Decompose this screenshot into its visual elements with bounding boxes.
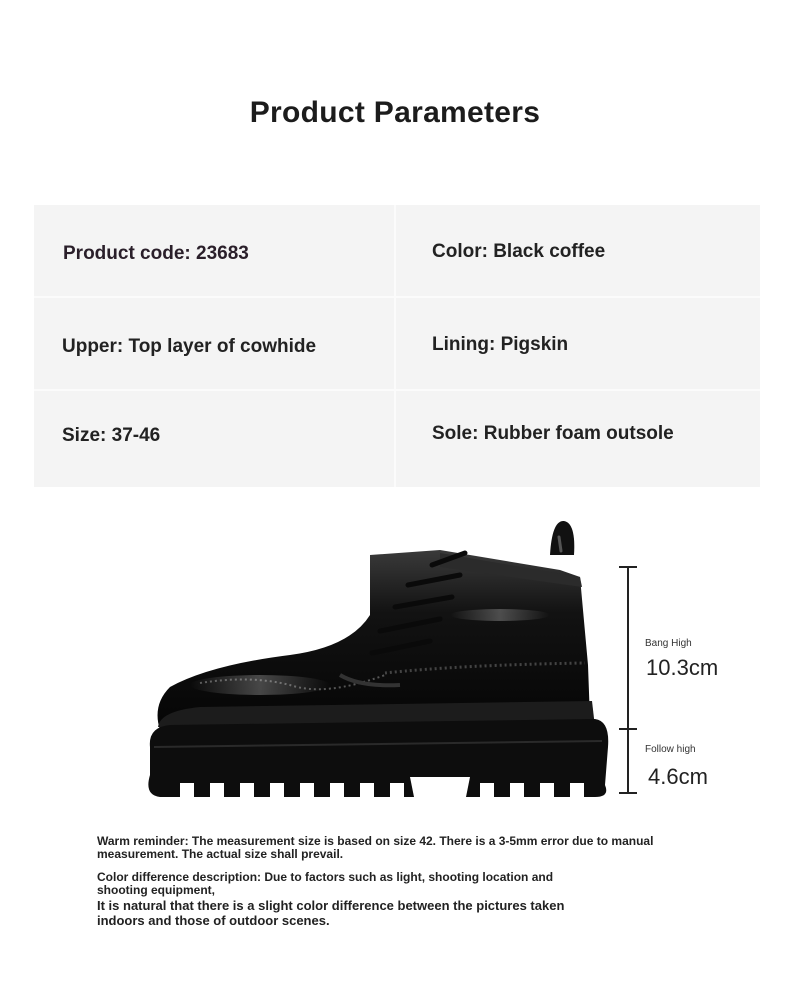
upper-height-value: 10.3cm	[646, 655, 719, 680]
lower-height-value: 4.6cm	[648, 764, 708, 789]
measure-line-lower	[627, 730, 629, 794]
param-product-code: Product code: 23683	[63, 243, 249, 264]
warm-reminder-note: Warm reminder: The measurement size is based on size 42. There is a 3-5mm error due to manual measurement. The actual size shall prevail.	[97, 834, 654, 861]
param-cell-lining	[396, 298, 760, 391]
lower-height-label: Follow high	[645, 744, 696, 755]
page-title: Product Parameters	[249, 96, 541, 129]
boot-illustration	[140, 515, 620, 815]
param-sole: Sole: Rubber foam outsole	[432, 423, 674, 444]
parameters-table	[34, 205, 760, 487]
measure-line-upper	[627, 566, 629, 728]
upper-height-label: Bang High	[645, 638, 692, 649]
measure-cap-bottom	[619, 792, 637, 794]
param-cell-upper	[34, 298, 396, 391]
color-difference-note: Color difference description: Due to factors such as light, shooting location and shooting equipment,	[97, 870, 554, 897]
param-cell-size	[34, 391, 396, 487]
boot-image	[140, 515, 620, 815]
param-upper: Upper: Top layer of cowhide	[62, 336, 317, 357]
param-cell-product-code	[34, 205, 396, 298]
param-cell-color	[396, 205, 760, 298]
height-measurement	[618, 566, 638, 794]
param-cell-sole	[396, 391, 760, 487]
param-size: Size: 37-46	[62, 425, 161, 446]
param-color: Color: Black coffee	[432, 241, 606, 262]
param-lining: Lining: Pigskin	[432, 334, 569, 355]
natural-difference-note: It is natural that there is a slight color difference between the pictures taken indoors and those of outdoor scenes.	[97, 898, 565, 928]
